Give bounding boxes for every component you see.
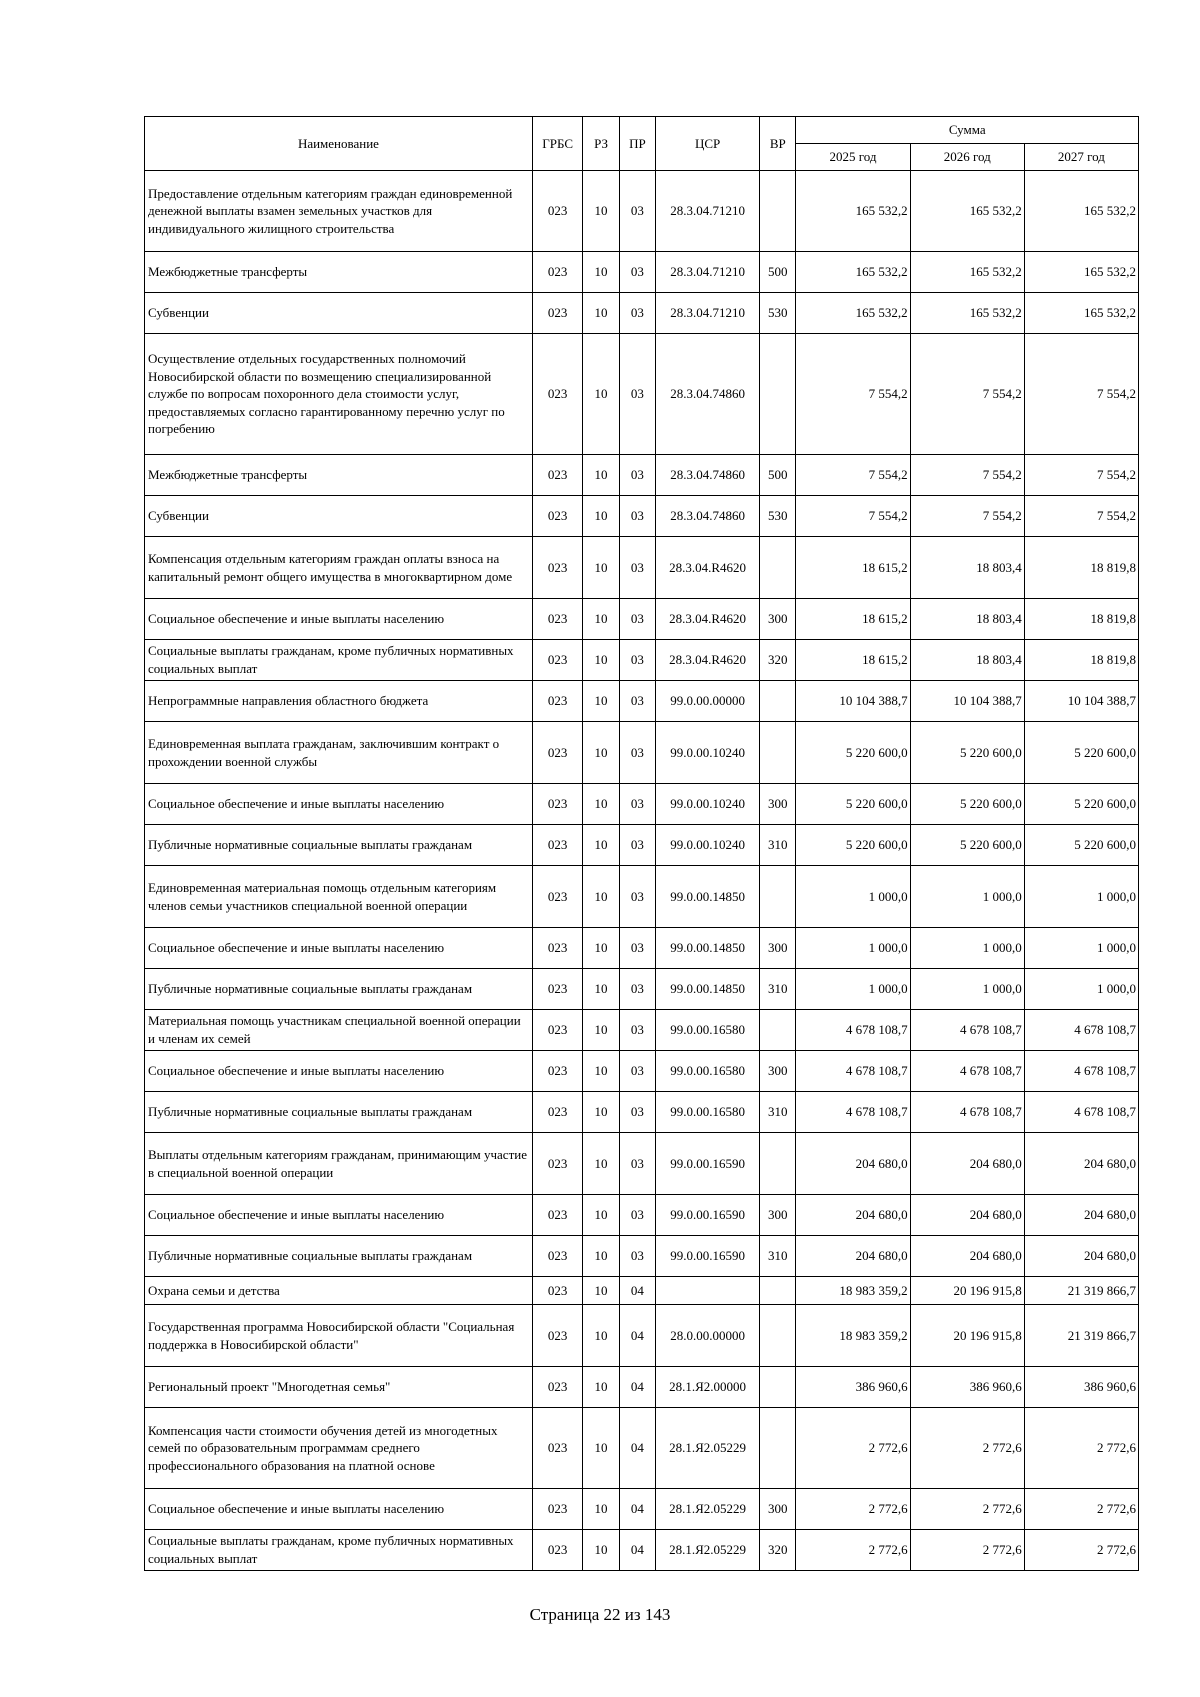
row-pr: 03 bbox=[619, 681, 655, 722]
row-csr: 28.3.04.71210 bbox=[656, 252, 760, 293]
row-sum-2025: 18 983 359,2 bbox=[796, 1305, 910, 1367]
row-name: Социальное обеспечение и иные выплаты населению bbox=[145, 1489, 533, 1530]
row-grbs: 023 bbox=[532, 252, 583, 293]
table-row bbox=[145, 1408, 1139, 1489]
row-name: Публичные нормативные социальные выплаты гражданам bbox=[145, 969, 533, 1010]
row-name: Межбюджетные трансферты bbox=[145, 252, 533, 293]
row-pr: 03 bbox=[619, 537, 655, 599]
row-name: Публичные нормативные социальные выплаты гражданам bbox=[145, 1236, 533, 1277]
row-sum-2025: 5 220 600,0 bbox=[796, 784, 910, 825]
header-grbs: ГРБС bbox=[532, 117, 583, 171]
row-name: Непрограммные направления областного бюджета bbox=[145, 681, 533, 722]
row-sum-2027: 165 532,2 bbox=[1024, 252, 1138, 293]
row-pr: 03 bbox=[619, 1236, 655, 1277]
row-name: Выплаты отдельным категориям гражданам, принимающим участие в специальной военной операции bbox=[145, 1133, 533, 1195]
row-rz: 10 bbox=[583, 496, 619, 537]
row-sum-2026: 18 803,4 bbox=[910, 640, 1024, 681]
row-grbs: 023 bbox=[532, 1367, 583, 1408]
row-vr: 300 bbox=[760, 599, 796, 640]
table-row bbox=[145, 1051, 1139, 1092]
row-rz: 10 bbox=[583, 599, 619, 640]
row-csr: 99.0.00.16580 bbox=[656, 1010, 760, 1051]
row-rz: 10 bbox=[583, 722, 619, 784]
row-name: Социальное обеспечение и иные выплаты населению bbox=[145, 1051, 533, 1092]
row-rz: 10 bbox=[583, 252, 619, 293]
row-csr: 28.3.04.71210 bbox=[656, 171, 760, 252]
row-sum-2027: 4 678 108,7 bbox=[1024, 1051, 1138, 1092]
row-sum-2025: 18 615,2 bbox=[796, 537, 910, 599]
row-sum-2025: 165 532,2 bbox=[796, 171, 910, 252]
row-csr bbox=[656, 1277, 760, 1305]
header-name: Наименование bbox=[145, 117, 533, 171]
row-grbs: 023 bbox=[532, 334, 583, 455]
row-grbs: 023 bbox=[532, 1277, 583, 1305]
row-grbs: 023 bbox=[532, 1408, 583, 1489]
row-csr: 99.0.00.16590 bbox=[656, 1133, 760, 1195]
row-sum-2026: 5 220 600,0 bbox=[910, 825, 1024, 866]
row-grbs: 023 bbox=[532, 640, 583, 681]
row-name: Межбюджетные трансферты bbox=[145, 455, 533, 496]
row-name: Субвенции bbox=[145, 496, 533, 537]
row-sum-2026: 5 220 600,0 bbox=[910, 722, 1024, 784]
row-name: Компенсация отдельным категориям граждан оплаты взноса на капитальный ремонт общего имущества в многоквартирном доме bbox=[145, 537, 533, 599]
table-row bbox=[145, 293, 1139, 334]
row-sum-2025: 1 000,0 bbox=[796, 969, 910, 1010]
row-sum-2025: 204 680,0 bbox=[796, 1236, 910, 1277]
row-vr: 300 bbox=[760, 928, 796, 969]
row-pr: 03 bbox=[619, 1092, 655, 1133]
row-vr bbox=[760, 334, 796, 455]
row-pr: 03 bbox=[619, 928, 655, 969]
row-csr: 28.1.Я2.05229 bbox=[656, 1408, 760, 1489]
row-sum-2025: 5 220 600,0 bbox=[796, 722, 910, 784]
row-rz: 10 bbox=[583, 1236, 619, 1277]
row-pr: 03 bbox=[619, 455, 655, 496]
row-name: Компенсация части стоимости обучения детей из многодетных семей по образовательным программам среднего профессионального образования на платной основе bbox=[145, 1408, 533, 1489]
row-sum-2026: 4 678 108,7 bbox=[910, 1051, 1024, 1092]
row-sum-2026: 4 678 108,7 bbox=[910, 1092, 1024, 1133]
row-csr: 28.3.04.71210 bbox=[656, 293, 760, 334]
row-sum-2026: 386 960,6 bbox=[910, 1367, 1024, 1408]
table-row bbox=[145, 1133, 1139, 1195]
row-grbs: 023 bbox=[532, 455, 583, 496]
table-row bbox=[145, 825, 1139, 866]
row-sum-2026: 7 554,2 bbox=[910, 496, 1024, 537]
row-grbs: 023 bbox=[532, 1092, 583, 1133]
row-vr: 310 bbox=[760, 969, 796, 1010]
row-vr bbox=[760, 171, 796, 252]
row-sum-2027: 1 000,0 bbox=[1024, 866, 1138, 928]
table-row bbox=[145, 1530, 1139, 1571]
table-row bbox=[145, 1092, 1139, 1133]
row-pr: 03 bbox=[619, 825, 655, 866]
header-vr: ВР bbox=[760, 117, 796, 171]
table-row bbox=[145, 1195, 1139, 1236]
row-name: Единовременная материальная помощь отдельным категориям членов семьи участников специальной военной операции bbox=[145, 866, 533, 928]
table-row bbox=[145, 969, 1139, 1010]
table-row bbox=[145, 866, 1139, 928]
table-row bbox=[145, 1236, 1139, 1277]
row-grbs: 023 bbox=[532, 866, 583, 928]
row-sum-2027: 4 678 108,7 bbox=[1024, 1010, 1138, 1051]
row-name: Социальное обеспечение и иные выплаты населению bbox=[145, 599, 533, 640]
row-name: Материальная помощь участникам специальной военной операции и членам их семей bbox=[145, 1010, 533, 1051]
row-grbs: 023 bbox=[532, 171, 583, 252]
row-vr bbox=[760, 1408, 796, 1489]
row-sum-2027: 1 000,0 bbox=[1024, 969, 1138, 1010]
row-rz: 10 bbox=[583, 171, 619, 252]
row-vr: 530 bbox=[760, 293, 796, 334]
row-vr: 310 bbox=[760, 1236, 796, 1277]
row-pr: 03 bbox=[619, 722, 655, 784]
row-sum-2025: 18 615,2 bbox=[796, 599, 910, 640]
row-grbs: 023 bbox=[532, 722, 583, 784]
row-sum-2027: 5 220 600,0 bbox=[1024, 722, 1138, 784]
row-grbs: 023 bbox=[532, 1133, 583, 1195]
row-sum-2025: 10 104 388,7 bbox=[796, 681, 910, 722]
row-vr bbox=[760, 722, 796, 784]
row-csr: 99.0.00.00000 bbox=[656, 681, 760, 722]
row-sum-2027: 5 220 600,0 bbox=[1024, 825, 1138, 866]
row-vr: 320 bbox=[760, 1530, 796, 1571]
row-sum-2027: 7 554,2 bbox=[1024, 496, 1138, 537]
row-pr: 03 bbox=[619, 599, 655, 640]
row-rz: 10 bbox=[583, 1367, 619, 1408]
row-rz: 10 bbox=[583, 537, 619, 599]
row-rz: 10 bbox=[583, 1092, 619, 1133]
row-grbs: 023 bbox=[532, 1305, 583, 1367]
row-grbs: 023 bbox=[532, 1051, 583, 1092]
row-sum-2025: 2 772,6 bbox=[796, 1489, 910, 1530]
table-row bbox=[145, 252, 1139, 293]
row-sum-2025: 4 678 108,7 bbox=[796, 1051, 910, 1092]
table-row bbox=[145, 1305, 1139, 1367]
row-rz: 10 bbox=[583, 1010, 619, 1051]
row-sum-2026: 20 196 915,8 bbox=[910, 1277, 1024, 1305]
row-sum-2026: 1 000,0 bbox=[910, 928, 1024, 969]
row-rz: 10 bbox=[583, 334, 619, 455]
row-sum-2026: 1 000,0 bbox=[910, 969, 1024, 1010]
row-sum-2025: 18 615,2 bbox=[796, 640, 910, 681]
row-sum-2025: 204 680,0 bbox=[796, 1195, 910, 1236]
header-year-2026: 2026 год bbox=[910, 144, 1024, 171]
budget-table bbox=[144, 116, 1139, 1571]
row-grbs: 023 bbox=[532, 1195, 583, 1236]
row-grbs: 023 bbox=[532, 969, 583, 1010]
row-csr: 99.0.00.10240 bbox=[656, 784, 760, 825]
row-csr: 99.0.00.16590 bbox=[656, 1236, 760, 1277]
row-sum-2027: 10 104 388,7 bbox=[1024, 681, 1138, 722]
row-sum-2025: 2 772,6 bbox=[796, 1530, 910, 1571]
row-csr: 99.0.00.16590 bbox=[656, 1195, 760, 1236]
row-grbs: 023 bbox=[532, 825, 583, 866]
row-name: Социальные выплаты гражданам, кроме публичных нормативных социальных выплат bbox=[145, 1530, 533, 1571]
row-sum-2026: 1 000,0 bbox=[910, 866, 1024, 928]
table-row bbox=[145, 640, 1139, 681]
table-row bbox=[145, 537, 1139, 599]
row-sum-2027: 204 680,0 bbox=[1024, 1236, 1138, 1277]
row-sum-2026: 2 772,6 bbox=[910, 1489, 1024, 1530]
row-sum-2027: 4 678 108,7 bbox=[1024, 1092, 1138, 1133]
row-csr: 99.0.00.14850 bbox=[656, 969, 760, 1010]
row-sum-2025: 165 532,2 bbox=[796, 252, 910, 293]
row-sum-2027: 18 819,8 bbox=[1024, 640, 1138, 681]
row-pr: 04 bbox=[619, 1489, 655, 1530]
row-grbs: 023 bbox=[532, 1530, 583, 1571]
row-sum-2027: 5 220 600,0 bbox=[1024, 784, 1138, 825]
row-sum-2027: 2 772,6 bbox=[1024, 1530, 1138, 1571]
row-sum-2027: 2 772,6 bbox=[1024, 1408, 1138, 1489]
row-name: Социальные выплаты гражданам, кроме публичных нормативных социальных выплат bbox=[145, 640, 533, 681]
row-csr: 99.0.00.10240 bbox=[656, 825, 760, 866]
row-name: Охрана семьи и детства bbox=[145, 1277, 533, 1305]
row-sum-2026: 165 532,2 bbox=[910, 171, 1024, 252]
row-sum-2025: 1 000,0 bbox=[796, 928, 910, 969]
row-vr: 300 bbox=[760, 1195, 796, 1236]
row-grbs: 023 bbox=[532, 599, 583, 640]
table-row bbox=[145, 1367, 1139, 1408]
row-sum-2026: 10 104 388,7 bbox=[910, 681, 1024, 722]
row-name: Единовременная выплата гражданам, заключившим контракт о прохождении военной службы bbox=[145, 722, 533, 784]
table-row bbox=[145, 455, 1139, 496]
row-csr: 28.3.04.74860 bbox=[656, 455, 760, 496]
row-grbs: 023 bbox=[532, 293, 583, 334]
row-csr: 99.0.00.10240 bbox=[656, 722, 760, 784]
row-sum-2026: 20 196 915,8 bbox=[910, 1305, 1024, 1367]
row-rz: 10 bbox=[583, 928, 619, 969]
row-sum-2027: 18 819,8 bbox=[1024, 537, 1138, 599]
row-vr: 500 bbox=[760, 455, 796, 496]
row-vr bbox=[760, 1133, 796, 1195]
row-name: Публичные нормативные социальные выплаты гражданам bbox=[145, 825, 533, 866]
row-sum-2025: 165 532,2 bbox=[796, 293, 910, 334]
row-sum-2027: 21 319 866,7 bbox=[1024, 1305, 1138, 1367]
row-pr: 03 bbox=[619, 171, 655, 252]
row-rz: 10 bbox=[583, 784, 619, 825]
row-name: Публичные нормативные социальные выплаты гражданам bbox=[145, 1092, 533, 1133]
row-grbs: 023 bbox=[532, 928, 583, 969]
row-vr bbox=[760, 1010, 796, 1051]
row-sum-2025: 4 678 108,7 bbox=[796, 1092, 910, 1133]
row-vr bbox=[760, 866, 796, 928]
row-csr: 28.3.04.R4620 bbox=[656, 640, 760, 681]
table-body bbox=[145, 171, 1139, 1571]
table-row bbox=[145, 1489, 1139, 1530]
row-rz: 10 bbox=[583, 455, 619, 496]
row-sum-2026: 204 680,0 bbox=[910, 1236, 1024, 1277]
row-vr: 320 bbox=[760, 640, 796, 681]
row-rz: 10 bbox=[583, 1133, 619, 1195]
row-pr: 04 bbox=[619, 1305, 655, 1367]
row-sum-2027: 21 319 866,7 bbox=[1024, 1277, 1138, 1305]
row-name: Предоставление отдельным категориям граждан единовременной денежной выплаты взамен земельных участков для индивидуального жилищного строительства bbox=[145, 171, 533, 252]
row-sum-2026: 2 772,6 bbox=[910, 1408, 1024, 1489]
header-csr: ЦСР bbox=[656, 117, 760, 171]
row-rz: 10 bbox=[583, 1195, 619, 1236]
header-sum: Сумма bbox=[796, 117, 1139, 144]
row-rz: 10 bbox=[583, 1051, 619, 1092]
row-sum-2026: 4 678 108,7 bbox=[910, 1010, 1024, 1051]
row-csr: 28.3.04.R4620 bbox=[656, 537, 760, 599]
row-sum-2027: 386 960,6 bbox=[1024, 1367, 1138, 1408]
row-sum-2025: 2 772,6 bbox=[796, 1408, 910, 1489]
row-grbs: 023 bbox=[532, 784, 583, 825]
row-rz: 10 bbox=[583, 1489, 619, 1530]
row-csr: 28.1.Я2.05229 bbox=[656, 1530, 760, 1571]
row-sum-2026: 165 532,2 bbox=[910, 293, 1024, 334]
row-pr: 03 bbox=[619, 293, 655, 334]
row-sum-2026: 18 803,4 bbox=[910, 599, 1024, 640]
row-csr: 28.1.Я2.05229 bbox=[656, 1489, 760, 1530]
row-sum-2025: 204 680,0 bbox=[796, 1133, 910, 1195]
row-csr: 99.0.00.16580 bbox=[656, 1092, 760, 1133]
table-row bbox=[145, 928, 1139, 969]
row-rz: 10 bbox=[583, 866, 619, 928]
row-pr: 03 bbox=[619, 252, 655, 293]
row-rz: 10 bbox=[583, 1305, 619, 1367]
row-pr: 04 bbox=[619, 1530, 655, 1571]
table-row bbox=[145, 681, 1139, 722]
row-rz: 10 bbox=[583, 1277, 619, 1305]
row-vr: 530 bbox=[760, 496, 796, 537]
row-vr: 300 bbox=[760, 1489, 796, 1530]
table-row bbox=[145, 496, 1139, 537]
row-sum-2026: 18 803,4 bbox=[910, 537, 1024, 599]
row-sum-2025: 7 554,2 bbox=[796, 334, 910, 455]
row-sum-2025: 18 983 359,2 bbox=[796, 1277, 910, 1305]
row-rz: 10 bbox=[583, 1530, 619, 1571]
row-sum-2027: 7 554,2 bbox=[1024, 334, 1138, 455]
row-csr: 28.3.04.R4620 bbox=[656, 599, 760, 640]
row-sum-2026: 165 532,2 bbox=[910, 252, 1024, 293]
row-csr: 99.0.00.14850 bbox=[656, 866, 760, 928]
row-grbs: 023 bbox=[532, 1010, 583, 1051]
row-vr bbox=[760, 537, 796, 599]
row-pr: 03 bbox=[619, 969, 655, 1010]
row-vr bbox=[760, 1305, 796, 1367]
row-sum-2025: 1 000,0 bbox=[796, 866, 910, 928]
row-grbs: 023 bbox=[532, 496, 583, 537]
row-sum-2026: 2 772,6 bbox=[910, 1530, 1024, 1571]
table-header bbox=[145, 117, 1139, 171]
row-pr: 04 bbox=[619, 1408, 655, 1489]
row-name: Осуществление отдельных государственных полномочий Новосибирской области по возмещению специализированной службе по вопросам похоронного дела стоимости услуг, предоставляемых согласно гарантированному перечню услуг по погребению bbox=[145, 334, 533, 455]
row-name: Субвенции bbox=[145, 293, 533, 334]
table-row bbox=[145, 334, 1139, 455]
row-sum-2027: 204 680,0 bbox=[1024, 1133, 1138, 1195]
row-sum-2027: 204 680,0 bbox=[1024, 1195, 1138, 1236]
row-name: Региональный проект "Многодетная семья" bbox=[145, 1367, 533, 1408]
row-pr: 03 bbox=[619, 866, 655, 928]
row-name: Социальное обеспечение и иные выплаты населению bbox=[145, 1195, 533, 1236]
row-vr: 300 bbox=[760, 1051, 796, 1092]
row-sum-2025: 7 554,2 bbox=[796, 455, 910, 496]
row-vr bbox=[760, 1367, 796, 1408]
table-row bbox=[145, 171, 1139, 252]
row-pr: 03 bbox=[619, 1133, 655, 1195]
page-number: Страница 22 из 143 bbox=[529, 1605, 671, 1624]
row-name: Государственная программа Новосибирской области "Социальная поддержка в Новосибирской области" bbox=[145, 1305, 533, 1367]
row-grbs: 023 bbox=[532, 537, 583, 599]
row-csr: 28.1.Я2.00000 bbox=[656, 1367, 760, 1408]
header-year-2025: 2025 год bbox=[796, 144, 910, 171]
row-pr: 04 bbox=[619, 1277, 655, 1305]
row-sum-2025: 4 678 108,7 bbox=[796, 1010, 910, 1051]
header-pr: ПР bbox=[619, 117, 655, 171]
row-sum-2025: 386 960,6 bbox=[796, 1367, 910, 1408]
row-csr: 99.0.00.14850 bbox=[656, 928, 760, 969]
row-grbs: 023 bbox=[532, 1236, 583, 1277]
row-pr: 03 bbox=[619, 496, 655, 537]
row-pr: 03 bbox=[619, 1195, 655, 1236]
row-sum-2026: 7 554,2 bbox=[910, 334, 1024, 455]
row-rz: 10 bbox=[583, 825, 619, 866]
row-sum-2027: 2 772,6 bbox=[1024, 1489, 1138, 1530]
row-name: Социальное обеспечение и иные выплаты населению bbox=[145, 928, 533, 969]
row-sum-2025: 5 220 600,0 bbox=[796, 825, 910, 866]
row-pr: 03 bbox=[619, 1051, 655, 1092]
row-csr: 28.0.00.00000 bbox=[656, 1305, 760, 1367]
table-row bbox=[145, 599, 1139, 640]
row-rz: 10 bbox=[583, 969, 619, 1010]
row-sum-2026: 5 220 600,0 bbox=[910, 784, 1024, 825]
row-sum-2025: 7 554,2 bbox=[796, 496, 910, 537]
row-vr: 310 bbox=[760, 825, 796, 866]
row-pr: 04 bbox=[619, 1367, 655, 1408]
table-row bbox=[145, 784, 1139, 825]
row-rz: 10 bbox=[583, 1408, 619, 1489]
header-rz: РЗ bbox=[583, 117, 619, 171]
row-pr: 03 bbox=[619, 784, 655, 825]
row-name: Социальное обеспечение и иные выплаты населению bbox=[145, 784, 533, 825]
row-vr: 310 bbox=[760, 1092, 796, 1133]
row-vr: 300 bbox=[760, 784, 796, 825]
row-pr: 03 bbox=[619, 1010, 655, 1051]
row-vr bbox=[760, 681, 796, 722]
row-vr: 500 bbox=[760, 252, 796, 293]
row-pr: 03 bbox=[619, 640, 655, 681]
row-csr: 28.3.04.74860 bbox=[656, 334, 760, 455]
row-vr bbox=[760, 1277, 796, 1305]
header-year-2027: 2027 год bbox=[1024, 144, 1138, 171]
row-pr: 03 bbox=[619, 334, 655, 455]
row-rz: 10 bbox=[583, 640, 619, 681]
row-rz: 10 bbox=[583, 293, 619, 334]
row-grbs: 023 bbox=[532, 681, 583, 722]
row-sum-2026: 7 554,2 bbox=[910, 455, 1024, 496]
row-csr: 99.0.00.16580 bbox=[656, 1051, 760, 1092]
row-sum-2026: 204 680,0 bbox=[910, 1195, 1024, 1236]
row-csr: 28.3.04.74860 bbox=[656, 496, 760, 537]
row-grbs: 023 bbox=[532, 1489, 583, 1530]
table-row bbox=[145, 722, 1139, 784]
row-sum-2026: 204 680,0 bbox=[910, 1133, 1024, 1195]
row-sum-2027: 165 532,2 bbox=[1024, 293, 1138, 334]
row-rz: 10 bbox=[583, 681, 619, 722]
table-row bbox=[145, 1277, 1139, 1305]
row-sum-2027: 7 554,2 bbox=[1024, 455, 1138, 496]
row-sum-2027: 1 000,0 bbox=[1024, 928, 1138, 969]
table-row bbox=[145, 1010, 1139, 1051]
row-sum-2027: 18 819,8 bbox=[1024, 599, 1138, 640]
row-sum-2027: 165 532,2 bbox=[1024, 171, 1138, 252]
